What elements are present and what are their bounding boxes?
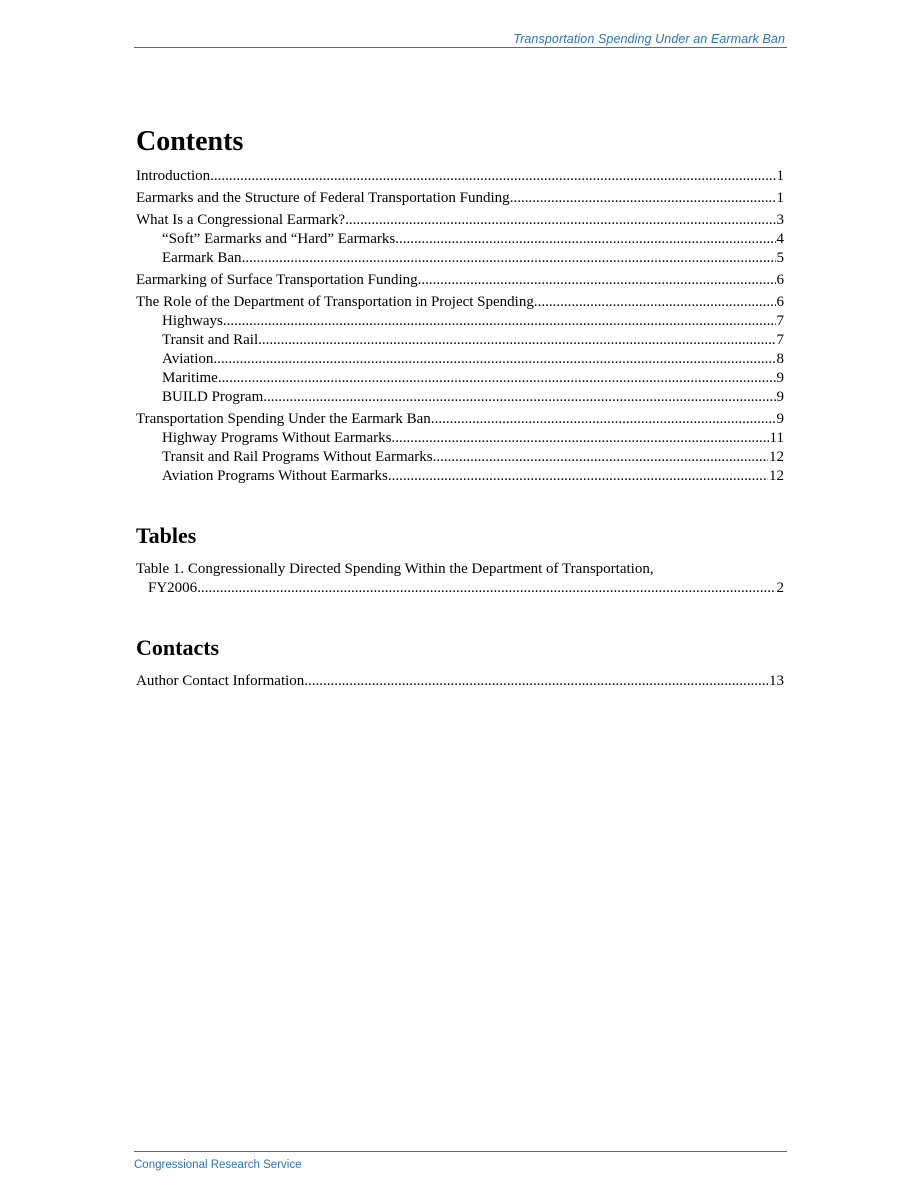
toc-entry-page: 1 (776, 190, 784, 206)
running-header (134, 32, 787, 48)
toc-entry-label: Transit and Rail Programs Without Earmarks (162, 449, 433, 465)
toc-entry-label: What Is a Congressional Earmark? (136, 212, 346, 228)
toc-entry-label: Transportation Spending Under the Earmark Ban (136, 411, 431, 427)
dot-leader (418, 271, 776, 290)
toc-entry-page: 6 (776, 272, 784, 288)
contacts-entry-page: 13 (769, 673, 784, 689)
dot-leader (388, 467, 768, 486)
toc-entry-role-of-dot[interactable] (136, 293, 784, 312)
table-entry-1[interactable] (136, 560, 784, 598)
toc-entry-page: 6 (776, 294, 784, 310)
toc-entry-soft-hard-earmarks[interactable] (136, 230, 784, 249)
toc-entry-page: 9 (776, 389, 784, 405)
toc-entry-aviation-programs[interactable] (136, 467, 784, 486)
toc-entry-page: 7 (776, 332, 784, 348)
table-entry-page: 2 (776, 580, 784, 596)
toc-entry-label: Introduction (136, 168, 211, 184)
toc-entry-label: BUILD Program (162, 389, 264, 405)
dot-leader (263, 388, 775, 407)
table-entry-label-line2: FY2006 (148, 580, 198, 596)
toc-entry-label: Highways (162, 313, 223, 329)
toc-entry-what-is-earmark[interactable] (136, 211, 784, 230)
toc-entry-page: 12 (769, 468, 784, 484)
toc-entry-label: Highway Programs Without Earmarks (162, 430, 392, 446)
dot-leader (197, 579, 775, 598)
table-entry-label-line1: Table 1. Congressionally Directed Spending Within the Department of Transportation, (136, 561, 654, 577)
contents-list (136, 167, 784, 486)
toc-entry-label: “Soft” Earmarks and “Hard” Earmarks (162, 231, 396, 247)
toc-entry-page: 9 (776, 370, 784, 386)
dot-leader (345, 211, 775, 230)
toc-entry-page: 11 (769, 430, 784, 446)
dot-leader (210, 167, 775, 186)
header-title: Transportation Spending Under an Earmark Ban (513, 32, 785, 46)
dot-leader (218, 369, 776, 388)
dot-leader (392, 429, 769, 448)
dot-leader (304, 672, 768, 691)
toc-entry-highway-programs[interactable] (136, 429, 784, 448)
dot-leader (534, 293, 776, 312)
toc-entry-introduction[interactable] (136, 167, 784, 186)
footer-text: Congressional Research Service (134, 1159, 302, 1171)
contacts-entry-author[interactable] (136, 672, 784, 691)
contents-heading: Contents (136, 126, 244, 157)
toc-entry-page: 3 (776, 212, 784, 228)
page-content (136, 124, 784, 691)
toc-entry-spending-under-ban[interactable] (136, 410, 784, 429)
toc-entry-maritime[interactable] (136, 369, 784, 388)
running-footer (134, 1151, 787, 1173)
dot-leader (431, 410, 776, 429)
tables-section (136, 522, 784, 598)
toc-entry-page: 5 (776, 250, 784, 266)
toc-entry-surface-transportation[interactable] (136, 271, 784, 290)
toc-entry-page: 1 (776, 168, 784, 184)
toc-entry-earmark-ban[interactable] (136, 249, 784, 268)
table-entry-line2 (136, 579, 784, 598)
dot-leader (242, 249, 776, 268)
dot-leader (433, 448, 768, 467)
dot-leader (510, 189, 776, 208)
contacts-heading: Contacts (136, 635, 220, 660)
dot-leader (258, 331, 775, 350)
toc-entry-label: Maritime (162, 370, 218, 386)
toc-entry-label: Transit and Rail (162, 332, 259, 348)
tables-heading: Tables (136, 523, 197, 548)
toc-entry-aviation[interactable] (136, 350, 784, 369)
dot-leader (223, 312, 776, 331)
toc-entry-label: Aviation (162, 351, 214, 367)
contacts-section (136, 634, 784, 691)
toc-entry-build-program[interactable] (136, 388, 784, 407)
toc-entry-label: The Role of the Department of Transportation in Project Spending (136, 294, 534, 310)
toc-entry-page: 9 (776, 411, 784, 427)
toc-entry-page: 12 (769, 449, 784, 465)
toc-entry-page: 4 (776, 231, 784, 247)
toc-entry-page: 8 (776, 351, 784, 367)
toc-entry-label: Earmarking of Surface Transportation Funding (136, 272, 418, 288)
dot-leader (395, 230, 775, 249)
toc-entry-label: Aviation Programs Without Earmarks (162, 468, 388, 484)
toc-entry-transit-rail-programs[interactable] (136, 448, 784, 467)
toc-entry-highways[interactable] (136, 312, 784, 331)
dot-leader (213, 350, 775, 369)
toc-entry-label: Earmark Ban (162, 250, 242, 266)
toc-entry-transit-rail[interactable] (136, 331, 784, 350)
toc-entry-page: 7 (776, 313, 784, 329)
toc-entry-earmarks-structure[interactable] (136, 189, 784, 208)
toc-entry-label: Earmarks and the Structure of Federal Transportation Funding (136, 190, 510, 206)
contacts-entry-label: Author Contact Information (136, 673, 305, 689)
